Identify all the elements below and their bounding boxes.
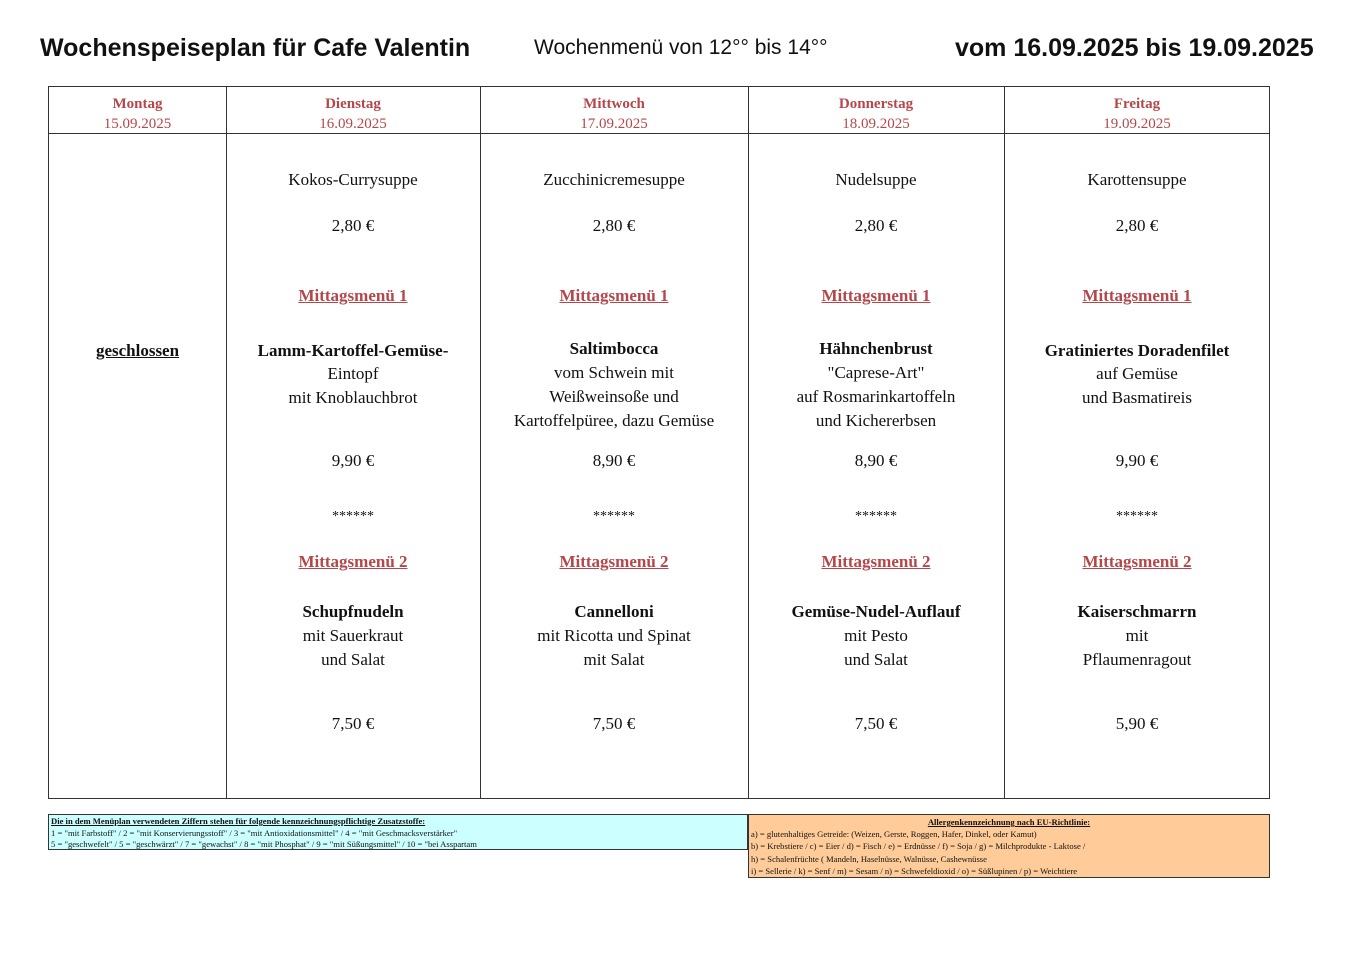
soup-price: 2,80 € bbox=[1115, 216, 1159, 235]
day-header-friday bbox=[1004, 94, 1270, 134]
menu2-title: Schupfnudeln bbox=[302, 602, 404, 621]
menu2-line: mit Pesto bbox=[844, 626, 908, 645]
menu1-line: und Kichererbsen bbox=[815, 411, 937, 430]
menu1-label: Mittagsmenü 1 bbox=[298, 286, 408, 305]
allergens-line: b) = Krebstiere / c) = Eier / d) = Fisch / e) = Erdnüsse / f) = Soja / g) = Milchprodukte - Laktose / bbox=[751, 841, 1086, 852]
day-name: Donnerstag bbox=[838, 96, 914, 112]
day-name: Dienstag bbox=[325, 96, 381, 112]
day-date: 15.09.2025 bbox=[103, 116, 172, 132]
allergens-line: a) = glutenhaltiges Getreide: (Weizen, Gerste, Roggen, Hafer, Dinkel, oder Kamut) bbox=[751, 829, 1037, 840]
menu2-line: mit Salat bbox=[583, 650, 645, 669]
day-column-wednesday bbox=[480, 133, 748, 799]
day-column-tuesday bbox=[226, 133, 480, 799]
day-header-monday bbox=[49, 94, 226, 134]
menu2-title: Cannelloni bbox=[574, 602, 654, 621]
menu2-line: Pflaumenragout bbox=[1082, 650, 1192, 669]
menu-period: vom 16.09.2025 bis 19.09.2025 bbox=[955, 34, 1314, 62]
allergens-title: Allergenkennzeichnung nach EU-Richtlinie: bbox=[927, 817, 1091, 827]
menu-table bbox=[48, 86, 1270, 799]
menu1-title: Hähnchenbrust bbox=[819, 339, 933, 358]
menu1-title: Lamm-Kartoffel-Gemüse- bbox=[257, 341, 449, 360]
menu2-title: Gemüse-Nudel-Auflauf bbox=[791, 602, 961, 621]
menu1-label: Mittagsmenü 1 bbox=[821, 286, 931, 305]
additives-note bbox=[48, 814, 748, 850]
menu1-title: Saltimbocca bbox=[569, 339, 659, 358]
day-header-thursday bbox=[748, 94, 1004, 134]
menu2-label: Mittagsmenü 2 bbox=[821, 552, 931, 571]
menu2-price: 5,90 € bbox=[1115, 714, 1159, 733]
menu2-line: und Salat bbox=[321, 650, 385, 669]
menu2-label: Mittagsmenü 2 bbox=[298, 552, 408, 571]
menu1-line: vom Schwein mit bbox=[554, 363, 674, 382]
day-date: 18.09.2025 bbox=[842, 116, 910, 132]
menu1-price: 8,90 € bbox=[592, 451, 636, 470]
menu1-label: Mittagsmenü 1 bbox=[1082, 286, 1192, 305]
menu1-price: 8,90 € bbox=[854, 451, 898, 470]
soup-name: Zucchinicremesuppe bbox=[543, 170, 685, 189]
separator: ****** bbox=[1116, 509, 1158, 524]
menu1-title: Gratiniertes Doradenfilet bbox=[1044, 341, 1230, 360]
day-header-wednesday bbox=[480, 94, 748, 134]
day-date: 16.09.2025 bbox=[319, 116, 387, 132]
allergens-note bbox=[748, 814, 1270, 878]
soup-name: Kokos-Currysuppe bbox=[288, 170, 418, 189]
menu2-line: mit Sauerkraut bbox=[302, 626, 404, 645]
menu1-line: auf Gemüse bbox=[1096, 364, 1178, 383]
allergens-line: h) = Schalenfrüchte ( Mandeln, Haselnüsse, Walnüsse, Cashewnüsse bbox=[751, 853, 987, 864]
separator: ****** bbox=[593, 509, 635, 524]
soup-name: Karottensuppe bbox=[1087, 170, 1187, 189]
day-column-monday bbox=[49, 133, 226, 799]
menu1-line: Kartoffelpüree, dazu Gemüse bbox=[513, 411, 715, 430]
soup-price: 2,80 € bbox=[854, 216, 898, 235]
menu2-title: Kaiserschmarrn bbox=[1077, 602, 1197, 621]
day-column-thursday bbox=[748, 133, 1004, 799]
day-name: Montag bbox=[112, 96, 163, 112]
menu2-line: mit bbox=[1125, 626, 1149, 645]
soup-name: Nudelsuppe bbox=[835, 170, 917, 189]
menu-hours: Wochenmenü von 12°° bis 14°° bbox=[534, 36, 828, 59]
page-title: Wochenspeiseplan für Cafe Valentin bbox=[40, 34, 471, 62]
separator: ****** bbox=[332, 509, 374, 524]
day-date: 19.09.2025 bbox=[1103, 116, 1171, 132]
day-name: Mittwoch bbox=[583, 96, 645, 112]
day-date: 17.09.2025 bbox=[580, 116, 648, 132]
allergens-line: i) = Sellerie / k) = Senf / m) = Sesam / n) = Schwefeldioxid / o) = Süßlupinen / p) = Weichtiere bbox=[751, 865, 1078, 876]
menu2-price: 7,50 € bbox=[331, 714, 375, 733]
menu2-price: 7,50 € bbox=[592, 714, 636, 733]
menu2-price: 7,50 € bbox=[854, 714, 898, 733]
soup-price: 2,80 € bbox=[331, 216, 375, 235]
menu2-label: Mittagsmenü 2 bbox=[559, 552, 669, 571]
additives-title: Die in dem Menüplan verwendeten Ziffern stehen für folgende kennzeichnungspflichtige Zusatzstoffe: bbox=[51, 816, 426, 826]
menu1-line: mit Knoblauchbrot bbox=[288, 388, 418, 407]
menu1-line: Weißweinsoße und bbox=[549, 387, 679, 406]
closed-label: geschlossen bbox=[95, 341, 180, 360]
additives-line: 5 = "geschwefelt" / 5 = "geschwärzt" / 7 = "gewachst" / 8 = "mit Phosphat" / 9 = "mit Süßungsmittel" / 10 = "bei Asspartam bbox=[51, 839, 477, 849]
menu2-label: Mittagsmenü 2 bbox=[1082, 552, 1192, 571]
day-column-friday bbox=[1004, 133, 1270, 799]
additives-line: 1 = "mit Farbstoff" / 2 = "mit Konservierungsstoff" / 3 = "mit Antioxidationsmittel" / 4 = "mit Geschmacksverstärker" bbox=[51, 827, 458, 838]
menu1-price: 9,90 € bbox=[331, 451, 375, 470]
menu2-line: und Salat bbox=[844, 650, 908, 669]
soup-price: 2,80 € bbox=[592, 216, 636, 235]
day-header-tuesday bbox=[226, 94, 480, 134]
menu1-line: auf Rosmarinkartoffeln bbox=[796, 387, 956, 406]
menu1-line: Eintopf bbox=[327, 364, 379, 383]
menu1-price: 9,90 € bbox=[1115, 451, 1159, 470]
day-name: Freitag bbox=[1113, 96, 1161, 112]
menu1-line: und Basmatireis bbox=[1081, 388, 1192, 407]
menu2-line: mit Ricotta und Spinat bbox=[537, 626, 691, 645]
menu1-label: Mittagsmenü 1 bbox=[559, 286, 669, 305]
menu1-line: "Caprese-Art" bbox=[827, 363, 925, 382]
separator: ****** bbox=[855, 509, 897, 524]
